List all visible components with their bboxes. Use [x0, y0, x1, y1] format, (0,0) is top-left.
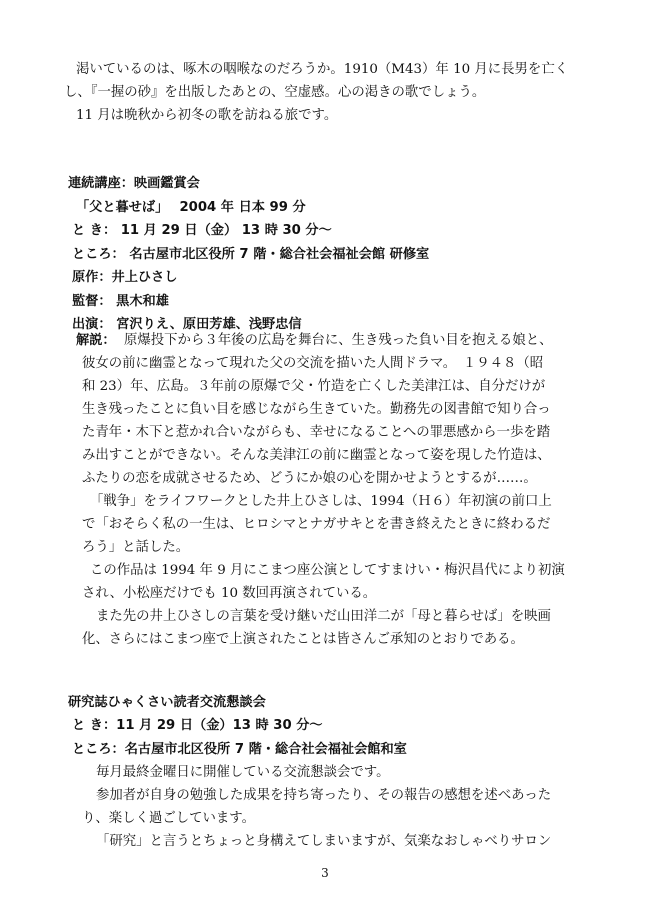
- film-place: ところ： 名古屋市北区役所 7 階・総合社会福祉会館 研修室: [72, 247, 430, 262]
- commentary-line: た青年・木下と惹かれ合いながらも、幸せになることへの罪悪感から一歩を踏: [82, 425, 551, 440]
- page-number: 3: [321, 866, 329, 880]
- study-section-heading: 研究誌ひゃくさい読者交流懇談会: [68, 695, 266, 710]
- commentary-line: み出すことができない。そんな美津江の前に幽霊となって姿を現した竹造は、: [82, 448, 551, 463]
- study-body-line: 参加者が自身の勉強した成果を持ち寄ったり、その報告の感想を述べあった: [96, 788, 552, 803]
- intro-line-2: し、『一握の砂』を出版したあとの、空虚感。心の渇きの歌でしょう。: [64, 85, 486, 100]
- commentary-label: 解説：: [76, 333, 116, 348]
- commentary-line: ふたりの恋を成就させるため、どうにか娘の心を開かせようとするが……。: [82, 471, 537, 486]
- commentary-line: 化、さらにはこまつ座で上演されたことは皆さんご承知のとおりである。: [82, 632, 524, 647]
- study-body-line: 「研究」と言うとちょっと身構えてしまいますが、気楽なおしゃべりサロン: [96, 834, 552, 849]
- intro-line-1: 渇いているのは、啄木の咽喉なのだろうか。1910（M43）年 10 月に長男を亡く: [76, 62, 569, 77]
- study-body-line: 毎月最終金曜日に開催している交流懇談会です。: [96, 765, 390, 780]
- commentary-line: 生き残ったことに負い目を感じながら生きていた。勤務先の図書館で知り合っ: [82, 402, 551, 417]
- intro-line-3: 11 月は晩秋から初冬の歌を訪ねる旅です。: [76, 108, 338, 123]
- study-body-line: り、楽しく過ごしています。: [82, 811, 256, 826]
- commentary-line: 彼女の前に幽霊となって現れた父の交流を描いた人間ドラマ。 １９４８（昭: [82, 356, 544, 371]
- commentary-line: で「おそらく私の一生は、ヒロシマとナガサキとを書き終えたときに終わるだ: [82, 517, 551, 532]
- film-director: 監督： 黒木和雄: [72, 294, 169, 309]
- study-time: と き：11 月 29 日（金）13 時 30 分～: [72, 718, 323, 733]
- study-place: ところ：名古屋市北区役所 7 階・総合社会福祉会館和室: [72, 742, 407, 757]
- film-time: と き： 11 月 29 日（金） 13 時 30 分～: [72, 223, 332, 238]
- commentary-line: この作品は 1994 年 9 月にこまつ座公演としてすまけい・梅沢昌代により初演: [90, 563, 565, 578]
- commentary-line: 「戦争」をライフワークとした井上ひさしは、1994（Ｈ６）年初演の前口上: [90, 494, 552, 509]
- film-section-heading: 連続講座：映画鑑賞会: [68, 176, 200, 191]
- film-original-author: 原作：井上ひさし: [72, 270, 178, 285]
- commentary-line: され、小松座だけでも 10 数回再演されている。: [82, 586, 377, 601]
- film-cast: 出演： 宮沢りえ、原田芳雄、浅野忠信: [72, 317, 302, 332]
- commentary-line: 和 23）年、広島。３年前の原爆で父・竹造を亡くした美津江は、自分だけが: [82, 379, 546, 394]
- film-title: 「父と暮せば」 2004 年 日本 99 分: [76, 200, 306, 215]
- commentary-line: 原爆投下から３年後の広島を舞台に、生き残った負い目を抱える娘と、: [124, 333, 553, 348]
- commentary-line: ろう」と話した。: [82, 540, 190, 555]
- commentary-line: また先の井上ひさしの言葉を受け継いだ山田洋二が「母と暮らせば」を映画: [96, 609, 551, 624]
